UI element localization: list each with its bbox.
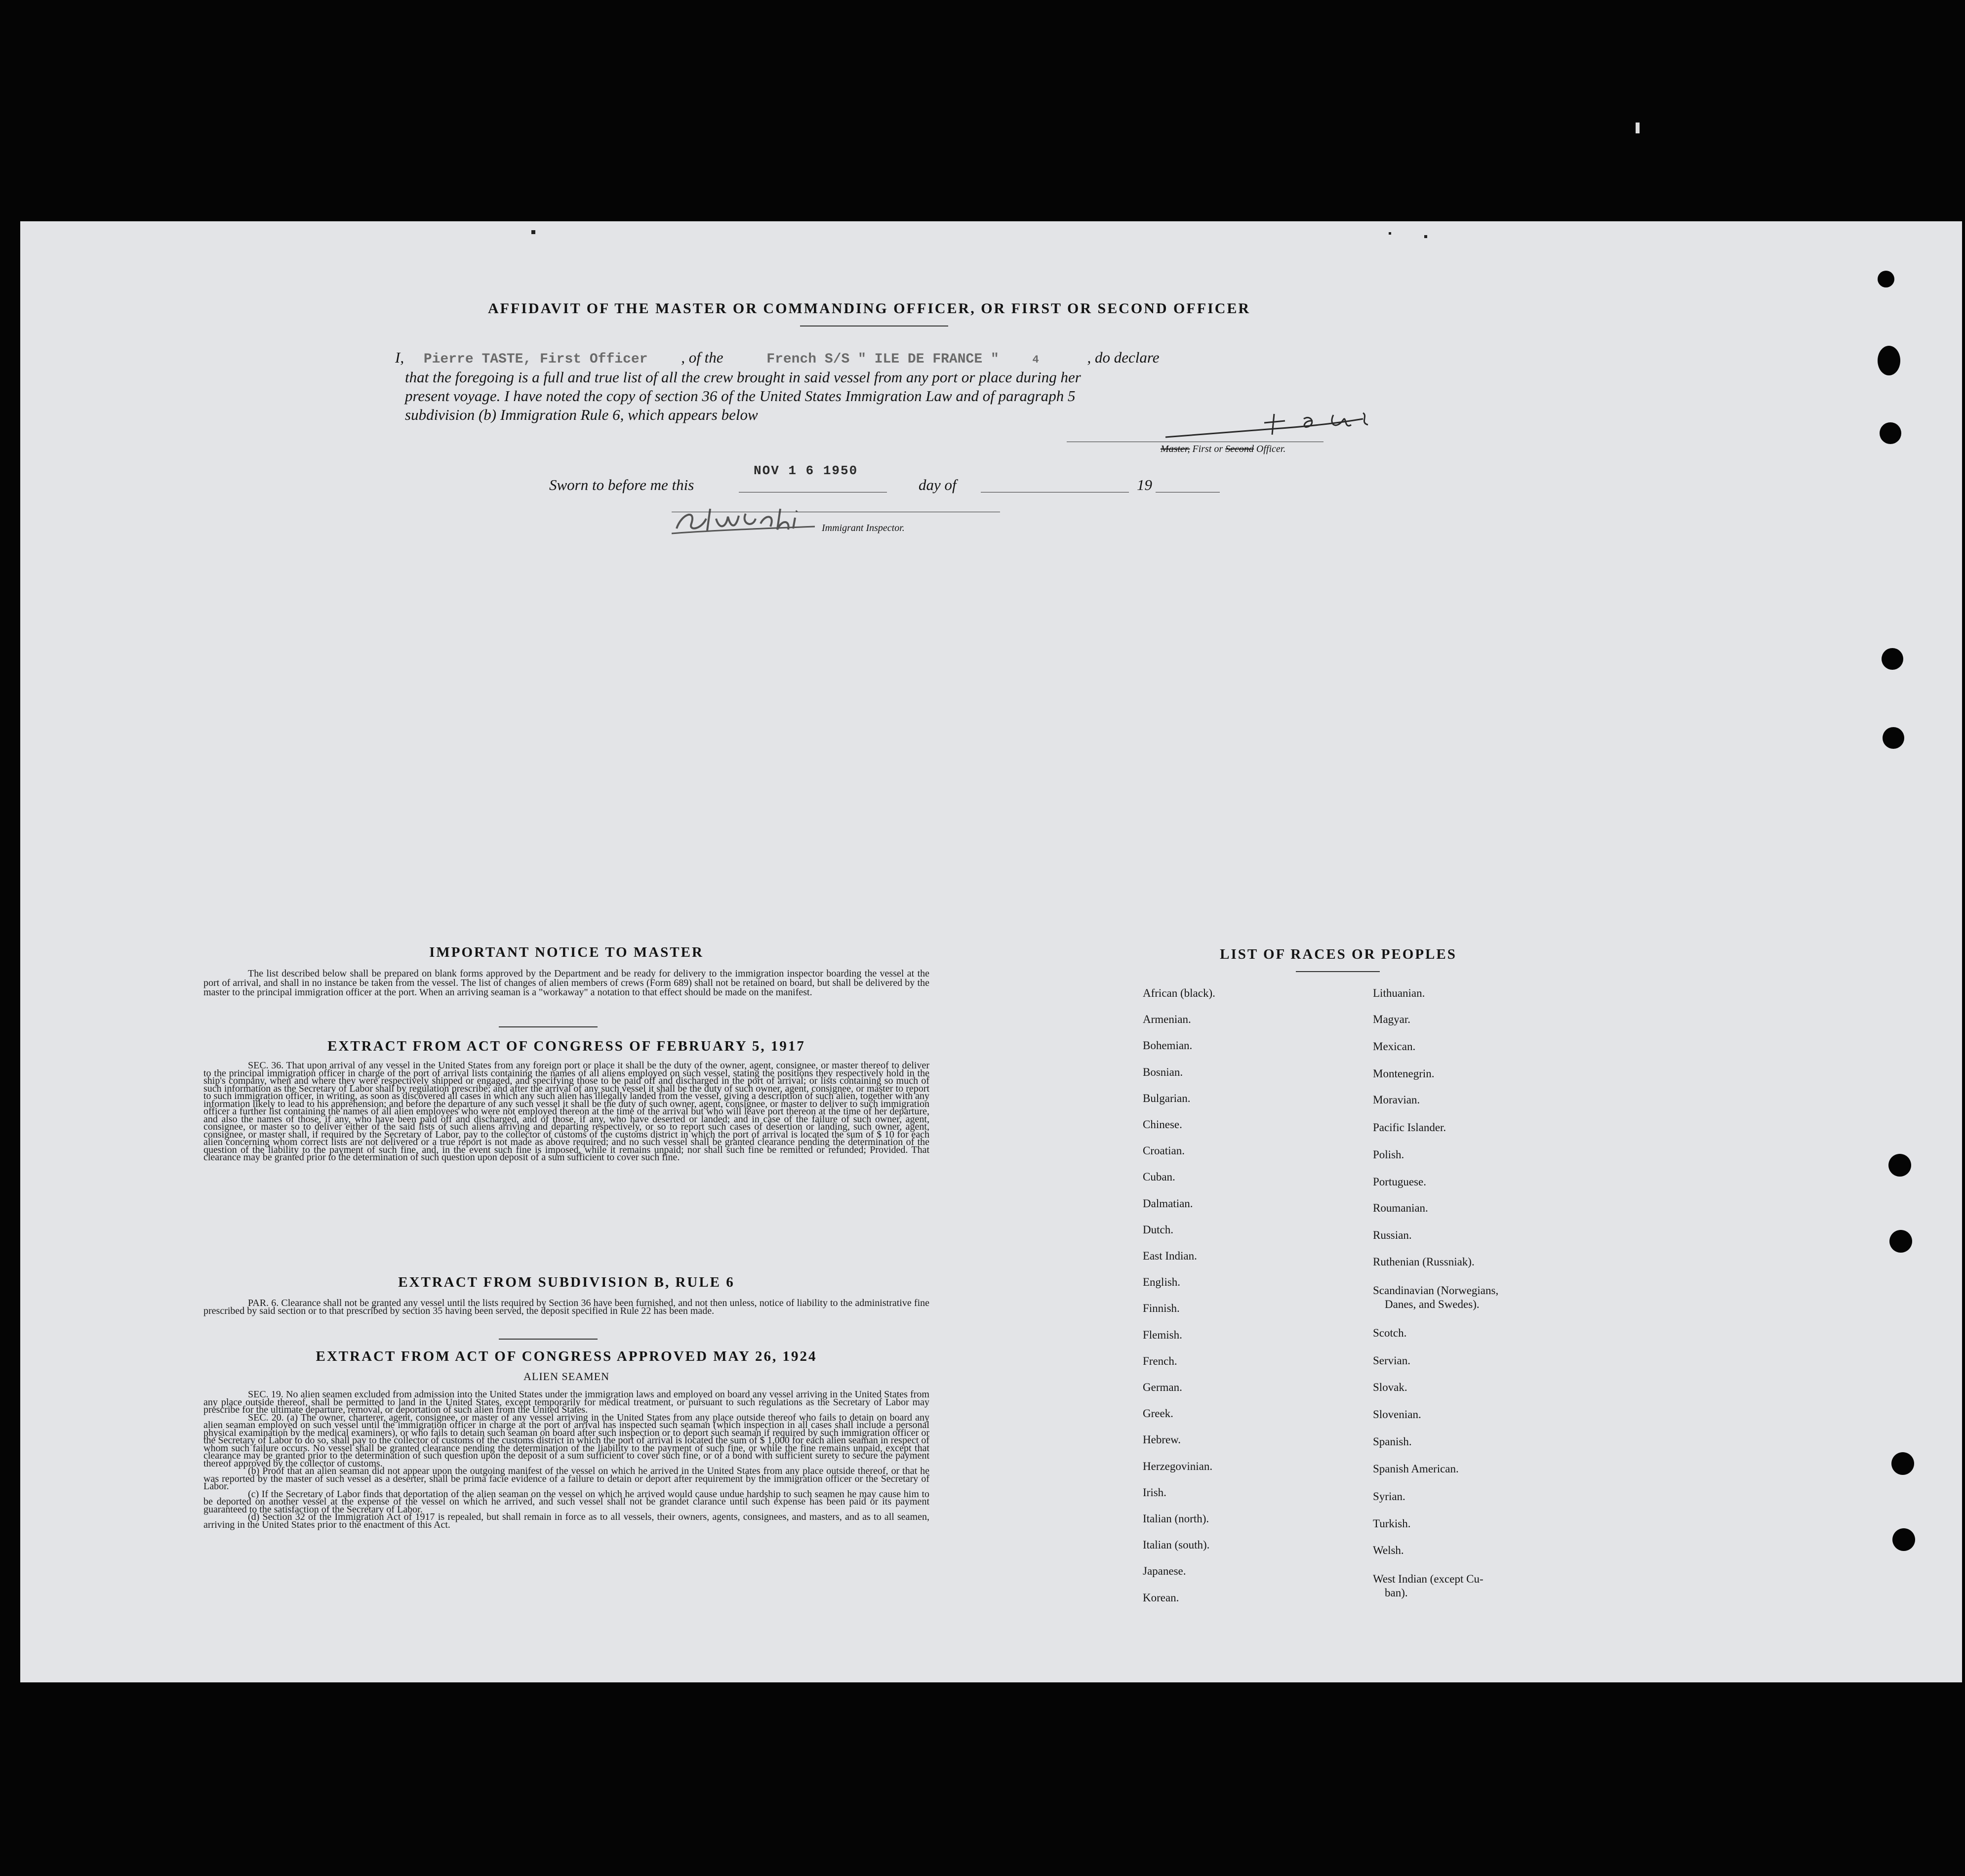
affidavit-line-3: present voyage. I have noted the copy of section 36 of the United States Immigration Law and of paragraph 5 [405,387,1076,405]
race-item: Korean. [1143,1591,1179,1604]
race-item: Danes, and Swedes). [1385,1298,1480,1310]
race-item: Flemish. [1143,1328,1182,1341]
of-the: , of the [681,349,723,366]
binder-hole [1878,271,1894,287]
race-item: Magyar. [1373,1013,1411,1025]
binder-hole [1891,1452,1914,1475]
section-20a-paragraph: SEC. 20. (a) The owner, charterer, agent, consignee, or master of any vessel arriving in the United States from any place outside thereof who fails to detain on board any alien seaman employed on such vessel until the immigration officer in charge at the port of arrival has inspected such seaman (which inspection in all cases shall include a personal physical examination by the medical examiners), or who fails to detain such seaman on board after such inspection or to deport such seaman if required by such immigration officer or the Secretary of Labor to do so, shall pay to the collector of customs of the customs district in which the port of arrival is located the sum of $ 1,000 for each alien seaman in respect of whom such failure occurs. No vessel shall be granted clearance pending the determination of the liability to the payment of such fine, or while the fine remains unpaid, except that clearance may be granted prior to the determination of such question upon the deposit of a sum sufficient to cover such fine, or of a bond with sufficient surety to secure the payment thereof approved by the collector of customs. [203,1412,929,1469]
race-item: English. [1143,1276,1181,1289]
vessel-name: French S/S " ILE DE FRANCE " [766,352,999,367]
race-item: Dalmatian. [1143,1197,1193,1210]
notice-paragraph: The list described below shall be prepared on blank forms approved by the Department and be ready for delivery to the immigration inspector boarding the vessel at the port of arrival, and shall in no instance be taken from the vessel. The list of changes of alien members of crews (Form 689) shall not be retained on board, but shall be delivered by the master to the principal immigration officer at the port. When an arriving seaman is a "workaway" a notation to that effect should be made on the manifest. [203,968,929,998]
race-item: Lithuanian. [1373,987,1425,999]
race-item: Syrian. [1373,1490,1405,1503]
divider [499,1339,598,1340]
inspector-label: Immigrant Inspector. [822,523,905,533]
section-20c-paragraph: (c) If the Secretary of Labor finds that deportation of the alien seaman on the vessel on which he arrived would cause undue hardship to such seamen he may cause him to be deported on another vessel at the expense of the vessel on which he arrived, and such vessel shall not be grandet clarance until such expense has been paid or its payment guaranteed to the satisfaction of the Secretary of Labor. [203,1488,929,1515]
binder-hole [1892,1528,1915,1551]
race-item: Hebrew. [1143,1433,1181,1446]
races-title: LIST OF RACES OR PEOPLES [1220,946,1457,962]
affidavit-line-1 [395,349,1160,367]
binder-hole [1889,1230,1912,1253]
race-item: Polish. [1373,1148,1404,1161]
officer-end: Officer. [1256,444,1286,454]
notice-text [203,969,929,997]
mark [531,230,535,234]
section-36-paragraph: SEC. 36. That upon arrival of any vessel in the United States from any foreign port or place it shall be the duty of the owner, agent, consignee, or master thereof to deliver to the principal immigration officer in charge of the port of arrival lists containing the names of all aliens employed on such vessel, stating the positions they respectively hold in the ship's company, when and where they were respectively shipped or engaged, and specifying those to be paid off and discharged in the port of arrival; or lists containing so much of such information as the Secretary of Labor shall by regulation prescribe; and after the arrival of any such vessel it shall be the duty of such owner, agent, consignee, or master to report to such immigration officer, in writing, as soon as discovered all cases in which any such alien has illegally landed from the vessel, giving a description of such alien, together with any information likely to lead to his apprehension; and before the departure of any such vessel it shall be the duty of such owner, agent, consignee, or master to deliver to such immigration officer a further list containing the names of all alien employees who were not employed thereon at the time of the arrival but who will leave port thereon at the time of her departure, and also the names of those, if any, who have been paid off and discharged, and of those, if any, who have deserted or landed; and in case of the failure of such owner, agent, consignee, or master so to deliver either of the said lists of such aliens arriving and departing respectively, or so to report such cases of desertion or landing, such owner, agent, consignee, or master shall, if required by the Secretary of Labor, pay to the collector of customs of the customs district in which the port of arrival is located the sum of $ 10 for each alien concerning whom correct lists are not delivered or a true report is not made as above required; and no such vessel shall be granted clearance pending the determination of the question of the liability to the payment of such fine, and, in the event such fine is imposed, while it remains unpaid; nor shall such fine be remitted or refunded; Provided. That clearance may be granted prior to the determination of such question upon deposit of a sum sufficient to cover such fine. [203,1060,929,1163]
mark [1424,235,1427,238]
race-item: Welsh. [1373,1544,1404,1556]
notice-title: IMPORTANT NOTICE TO MASTER [429,944,704,960]
race-item: Greek. [1143,1407,1173,1420]
race-item: Turkish. [1373,1517,1411,1530]
race-item: Servian. [1373,1354,1411,1367]
race-item: Herzegovinian. [1143,1460,1213,1472]
race-item: Montenegrin. [1373,1067,1435,1080]
race-item: French. [1143,1354,1177,1367]
race-item: West Indian (except Cu- [1373,1573,1484,1585]
race-item: Irish. [1143,1486,1166,1499]
binder-hole [1882,648,1903,670]
alien-seamen-subtitle: ALIEN SEAMEN [523,1370,609,1383]
officer-title-line [1161,444,1285,455]
race-item: Japanese. [1143,1565,1186,1578]
sworn-text: Sworn to before me this [549,476,694,493]
race-item: Armenian. [1143,1013,1191,1026]
race-item: Bulgarian. [1143,1092,1191,1104]
day-of: day of [919,476,957,493]
race-item: Scotch. [1373,1327,1407,1339]
extract-1917-text [203,1062,929,1162]
race-item: ban). [1385,1587,1408,1599]
section-20d-paragraph: (d) Section 32 of the Immigration Act of 1917 is repealed, but shall remain in force as to all vessels, their owners, agents, consignees, and masters, and as to all seamen, arriving in the United States prior to the enactment of this Act. [203,1511,929,1530]
race-item: Mexican. [1373,1040,1416,1053]
race-item: German. [1143,1381,1182,1393]
date-stamp: NOV 1 6 1950 [754,463,858,478]
race-item: Russian. [1373,1229,1412,1241]
struck-second: Second [1225,444,1254,454]
affidavit-title: AFFIDAVIT OF THE MASTER OR COMMANDING OFFICER, OR FIRST OR SECOND OFFICER [487,300,1251,317]
extract-1924-text [203,1391,929,1529]
race-item: Chinese. [1143,1118,1182,1131]
race-item: Scandinavian (Norwegians, [1373,1284,1499,1297]
race-item: Italian (north). [1143,1512,1209,1525]
races-title-underline [1296,971,1380,972]
race-item: Ruthenian (Russniak). [1373,1256,1475,1268]
race-item: East Indian. [1143,1250,1197,1262]
race-item: Italian (south). [1143,1539,1210,1551]
do-declare: , do declare [1087,349,1160,366]
race-item: Pacific Islander. [1373,1121,1446,1134]
section-19-paragraph: SEC. 19. No alien seamen excluded from admission into the United States under the immigration laws and employed on board any vessel arriving in the United States from any place outside thereof, shall be permitted to land in the United States, except temporarily for medical treatment, or pursuant to such regulations as the Secretary of Labor may prescribe for the ultimate departure, removal, or deportation of such alien from the United States. [203,1389,929,1415]
race-item: Bosnian. [1143,1065,1183,1078]
race-item: African (black). [1143,987,1215,999]
year-prefix: 19 [1137,476,1152,493]
race-item: Cuban. [1143,1171,1175,1183]
affidavit-line-2: that the foregoing is a full and true list of all the crew brought in said vessel from any port or place during her [405,368,1081,386]
binder-hole [1880,422,1901,444]
rule-6-title: EXTRACT FROM SUBDIVISION B, RULE 6 [398,1274,735,1290]
race-item: Slovak. [1373,1381,1407,1393]
extract-1924-title: EXTRACT FROM ACT OF CONGRESS APPROVED MAY 26, 1924 [316,1348,817,1364]
race-item: Bohemian. [1143,1039,1193,1052]
race-item: Spanish. [1373,1435,1412,1448]
race-item: Finnish. [1143,1302,1180,1315]
paragraph-6: PAR. 6. Clearance shall not be granted any vessel until the lists required by Section 36 have been furnished, and not then unless, notice of liability to the administrative fine prescribed by said section or to that prescribed by section 35 having been served, the deposit specified in Rule 22 has been made. [203,1298,929,1316]
struck-master: Master, [1161,444,1190,454]
divider [499,1026,598,1027]
officer-name: Pierre TASTE, First Officer [423,352,648,367]
race-item: Spanish American. [1373,1463,1459,1475]
first-or: First or [1192,444,1223,454]
pronoun: I, [395,349,404,366]
vessel-mark: 4 [1032,354,1039,366]
race-item: Roumanian. [1373,1202,1428,1214]
race-item: Slovenian. [1373,1408,1421,1421]
binder-hole [1888,1154,1911,1177]
binder-hole [1883,727,1904,749]
race-item: Portuguese. [1373,1176,1426,1188]
race-item: Croatian. [1143,1144,1185,1157]
binder-hole [1878,346,1900,375]
rule-6-text [203,1299,929,1315]
section-20b-paragraph: (b) Proof that an alien seaman did not appear upon the outgoing manifest of the vessel on which he arrived in the United States from any place outside thereof, or that he was reported by the master of such vessel as a deserter, shall be prima facie evidence of a failure to detain or deport after requirement by the immigration officer or the Secretary of Labor. [203,1466,929,1492]
affidavit-line-4: subdivision (b) Immigration Rule 6, which appears below [405,406,758,423]
race-item: Dutch. [1143,1223,1173,1236]
mark [1636,122,1640,133]
race-item: Moravian. [1373,1094,1420,1106]
inspector-signature [672,499,820,538]
mark [1389,232,1391,235]
extract-1917-title: EXTRACT FROM ACT OF CONGRESS OF FEBRUARY 5, 1917 [327,1038,805,1054]
